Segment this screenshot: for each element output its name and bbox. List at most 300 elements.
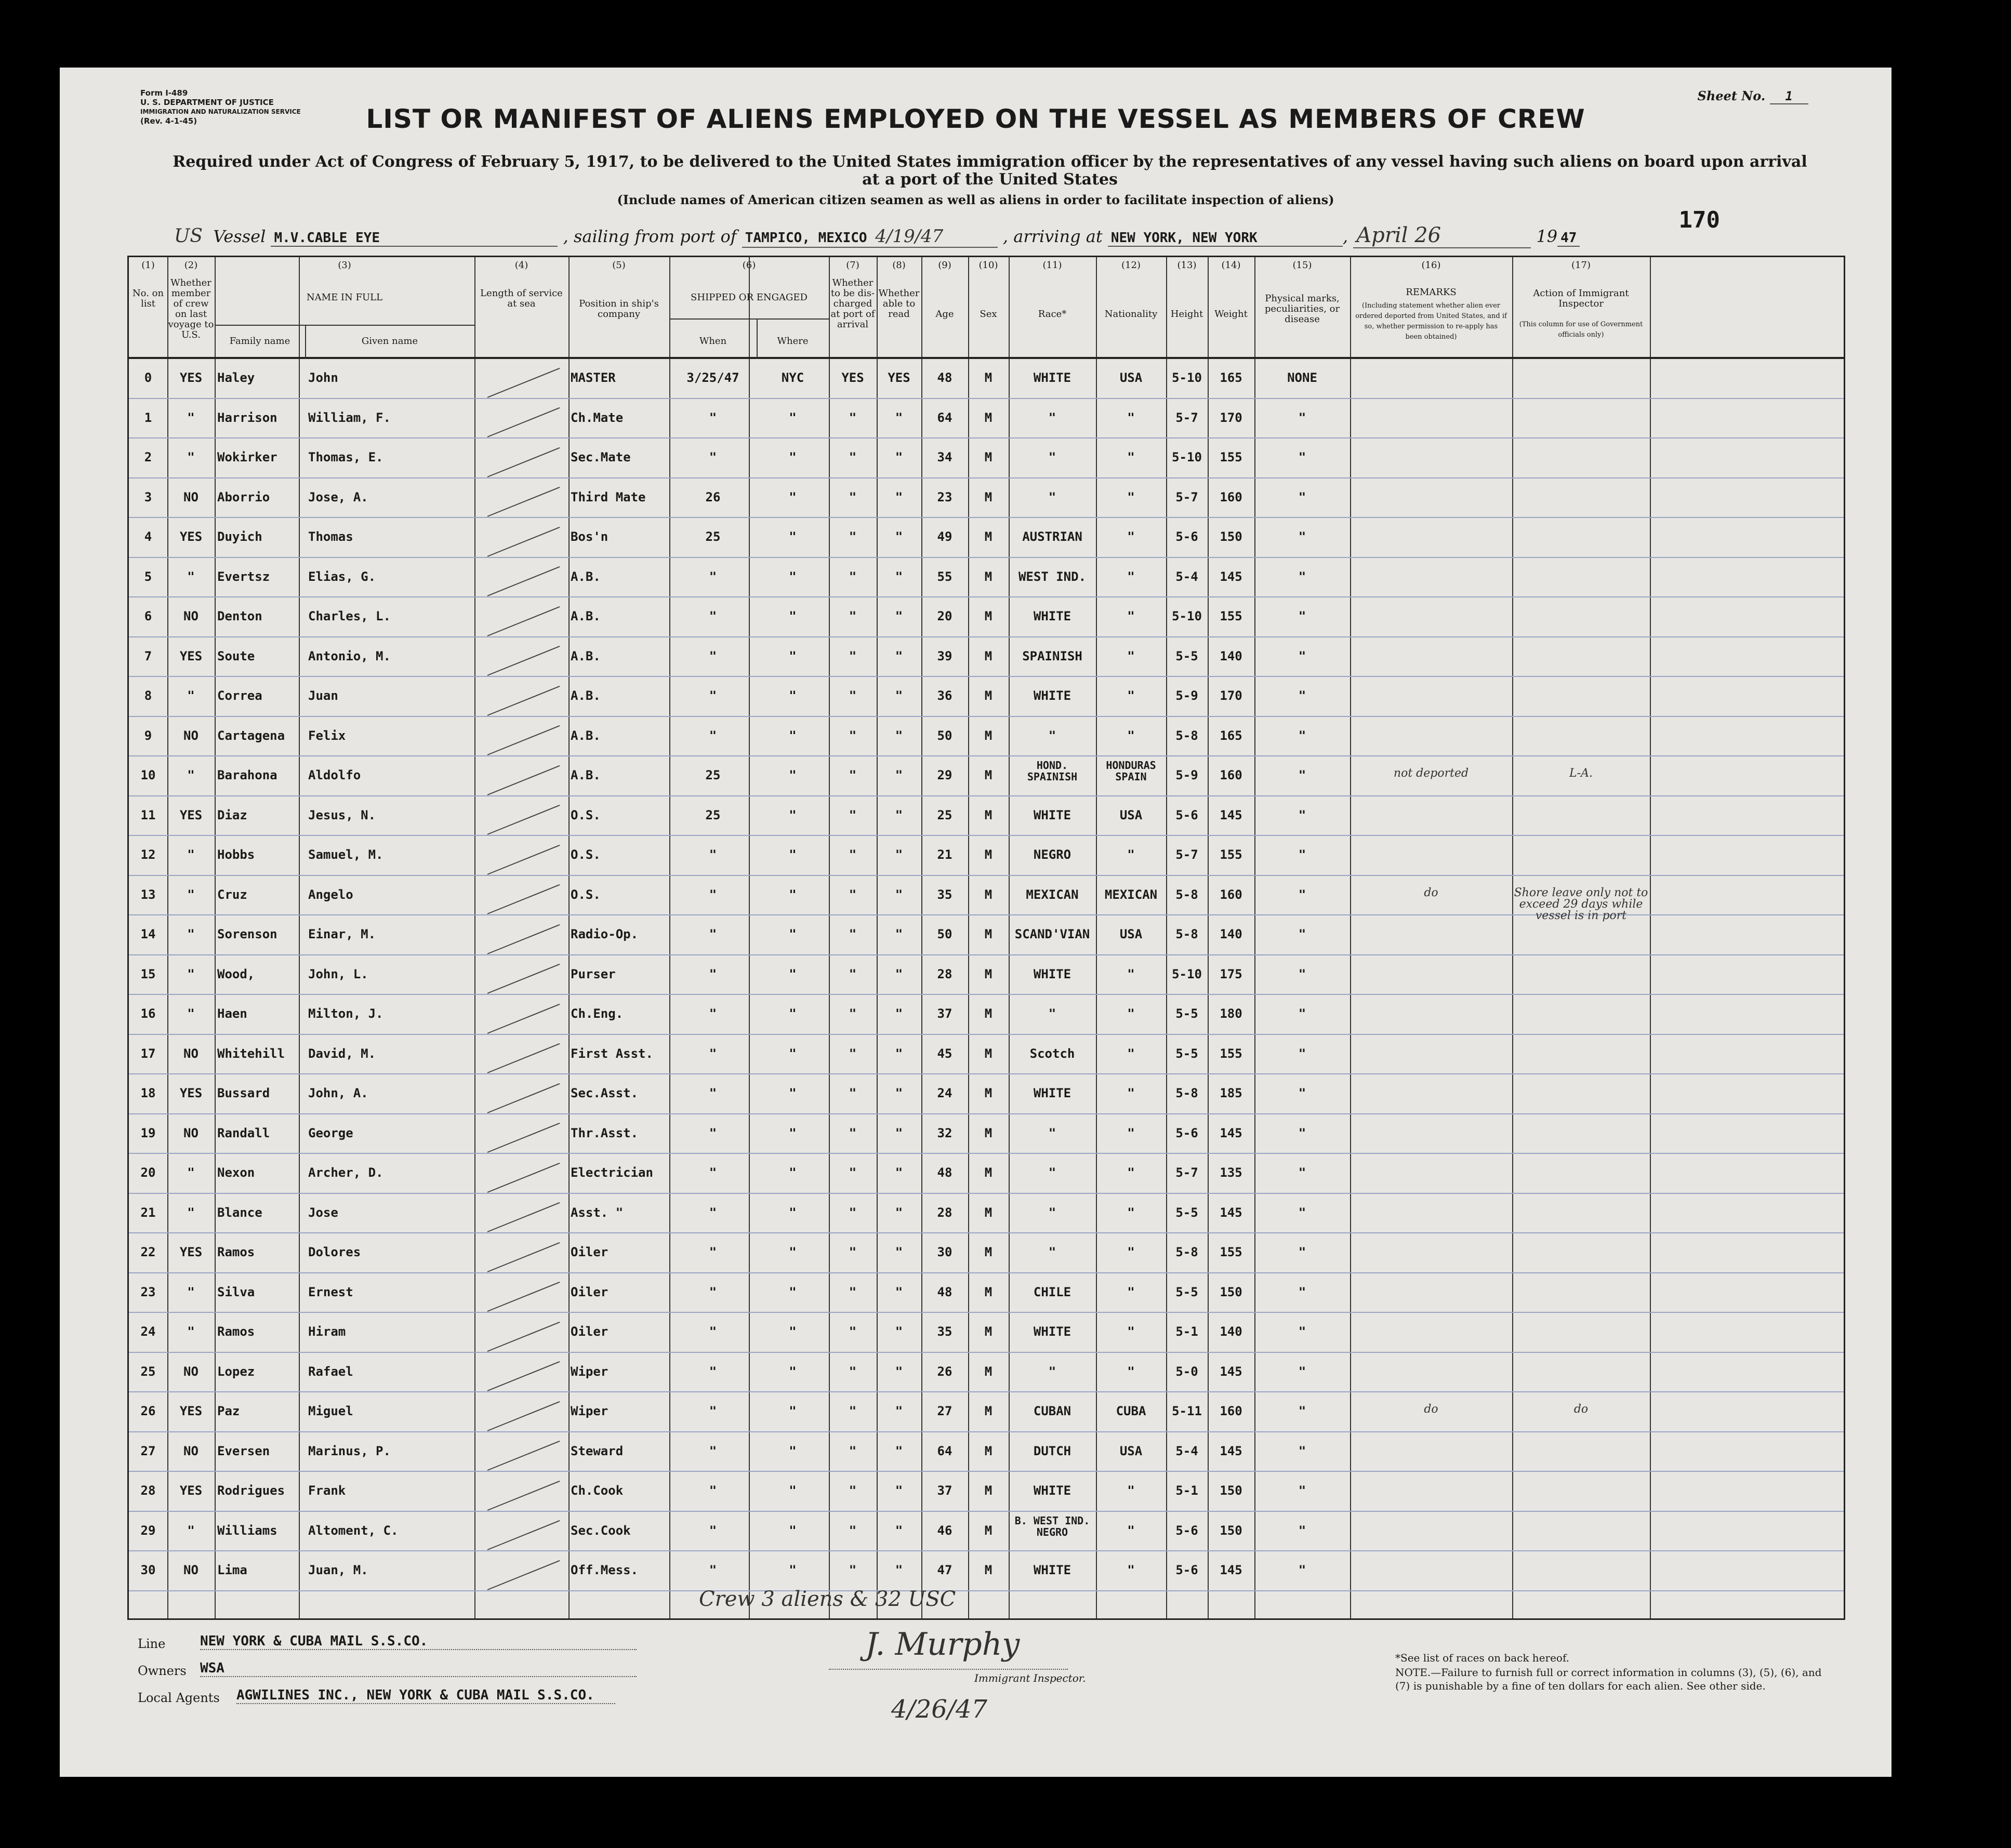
cell-discharged: " <box>849 966 857 981</box>
cell-weight: 160 <box>1220 1404 1242 1418</box>
cell-family: Rodrigues <box>217 1483 285 1498</box>
table-row <box>129 1434 1844 1474</box>
table-row <box>129 1156 1844 1196</box>
cell-height: 5-1 <box>1175 1483 1198 1498</box>
cell-family: Hobbs <box>217 847 255 862</box>
document-subnote: (Include names of American citizen seamen as well as aliens in order to facilitate inspection of aliens) <box>617 192 1334 207</box>
cell-no: 21 <box>140 1205 156 1220</box>
cell-read: " <box>895 1483 903 1498</box>
cell-given: Juan <box>308 688 338 703</box>
cell-marks: " <box>1298 807 1306 822</box>
cell-family: Soute <box>217 648 255 663</box>
cell-position: A.B. <box>571 728 601 743</box>
cell-marks: " <box>1298 1364 1306 1379</box>
cell-where: " <box>789 1324 797 1339</box>
cell-given: Frank <box>308 1483 346 1498</box>
inspector-label: Immigrant Inspector. <box>974 1672 1086 1684</box>
cell-when: " <box>709 1046 717 1061</box>
cell-weight: 140 <box>1220 1324 1242 1339</box>
cell-discharged: " <box>849 450 857 464</box>
cell-height: 5-5 <box>1175 1284 1198 1299</box>
cell-marks: NONE <box>1287 370 1317 385</box>
cell-discharged: " <box>849 489 857 504</box>
cell-position: Asst. " <box>571 1205 624 1220</box>
arrival-date: April 26 <box>1353 223 1531 248</box>
cell-weight: 145 <box>1220 807 1242 822</box>
cell-height: 5-7 <box>1175 489 1198 504</box>
column-number-c15_num: (15) <box>1292 260 1312 271</box>
cell-weight: 150 <box>1220 1523 1242 1538</box>
sheet-number <box>1698 88 1808 104</box>
cell-given: Thomas <box>308 529 353 544</box>
service-slash-mark <box>487 1202 560 1232</box>
service-slash-mark <box>487 805 560 835</box>
cell-prev: NO <box>183 1563 199 1577</box>
cell-when: " <box>709 609 717 623</box>
vessel-mark: US <box>174 225 203 247</box>
cell-prev: " <box>187 927 195 941</box>
cell-age: 47 <box>937 1563 952 1577</box>
cell-prev: NO <box>183 728 199 743</box>
cell-given: Einar, M. <box>308 927 376 941</box>
cell-sex: M <box>984 450 993 464</box>
cell-age: 24 <box>937 1086 952 1100</box>
column-header-c15: Physical marks, peculiarities, or disease <box>1264 293 1340 325</box>
cell-no: 24 <box>140 1324 156 1339</box>
cell-position: Radio-Op. <box>571 927 639 941</box>
cell-height: 5-6 <box>1175 1523 1198 1538</box>
cell-weight: 155 <box>1220 847 1242 862</box>
cell-marks: " <box>1298 966 1306 981</box>
cell-no: 26 <box>140 1404 156 1418</box>
cell-remarks: do <box>1424 1403 1438 1416</box>
cell-marks: " <box>1298 529 1306 544</box>
cell-age: 35 <box>937 887 952 902</box>
cell-age: 50 <box>937 927 952 941</box>
manifest-sheet <box>60 68 1891 1777</box>
cell-read: " <box>895 966 903 981</box>
column-number-c5_num: (5) <box>612 260 626 271</box>
column-number-c2_num: (2) <box>184 260 198 271</box>
cell-when: " <box>709 847 717 862</box>
cell-age: 50 <box>937 728 952 743</box>
cell-age: 36 <box>937 688 952 703</box>
cell-family: Harrison <box>217 410 277 425</box>
cell-sex: M <box>984 728 993 743</box>
cell-sex: M <box>984 768 993 782</box>
table-row <box>129 838 1844 878</box>
cell-prev: NO <box>183 489 199 504</box>
cell-sex: M <box>984 1165 993 1180</box>
column-subheader-c6a: When <box>699 336 727 347</box>
cell-marks: " <box>1298 1006 1306 1021</box>
cell-weight: 145 <box>1220 1364 1242 1379</box>
race-note: *See list of races on back hereof. <box>1395 1652 1570 1664</box>
service-slash-mark <box>487 765 560 795</box>
cell-marks: " <box>1298 410 1306 425</box>
column-header-c16: REMARKS <box>1406 287 1457 298</box>
table-row <box>129 520 1844 560</box>
cell-race: WHITE <box>1033 370 1071 385</box>
service-slash-mark <box>487 367 560 397</box>
column-header-c1: No. on list <box>132 288 164 309</box>
cell-no: 3 <box>144 489 152 504</box>
cell-weight: 145 <box>1220 1563 1242 1577</box>
cell-nationality: " <box>1127 450 1135 464</box>
cell-marks: " <box>1298 1443 1306 1458</box>
cell-family: Diaz <box>217 807 247 822</box>
cell-position: A.B. <box>571 648 601 663</box>
cell-height: 5-4 <box>1175 569 1198 584</box>
service-slash-mark <box>487 447 560 477</box>
cell-age: 39 <box>937 648 952 663</box>
subheader-rule <box>305 325 306 359</box>
cell-read: " <box>895 609 903 623</box>
cell-weight: 155 <box>1220 1046 1242 1061</box>
cell-age: 29 <box>937 768 952 782</box>
cell-given: Juan, M. <box>308 1563 368 1577</box>
cell-family: Silva <box>217 1284 255 1299</box>
cell-discharged: " <box>849 1006 857 1021</box>
cell-given: Hiram <box>308 1324 346 1339</box>
cell-position: First Asst. <box>571 1046 653 1061</box>
cell-height: 5-5 <box>1175 1006 1198 1021</box>
cell-weight: 150 <box>1220 1284 1242 1299</box>
table-row <box>129 679 1844 719</box>
cell-marks: " <box>1298 1046 1306 1061</box>
column-number-c14_num: (14) <box>1221 260 1241 271</box>
column-number-c17_num: (17) <box>1571 260 1591 271</box>
cell-given: David, M. <box>308 1046 376 1061</box>
table-row <box>129 441 1844 481</box>
cell-no: 5 <box>144 569 152 584</box>
column-header-c8: Whether able to read <box>878 288 920 320</box>
cell-no: 30 <box>140 1563 156 1577</box>
form-number: Form I-489 <box>140 88 188 98</box>
cell-no: 2 <box>144 450 152 464</box>
cell-sex: M <box>984 807 993 822</box>
service-slash-mark <box>487 1123 560 1153</box>
cell-prev: YES <box>179 370 203 385</box>
cell-prev: " <box>187 410 195 425</box>
cell-where: " <box>789 807 797 822</box>
cell-discharged: " <box>849 807 857 822</box>
table-row <box>129 958 1844 998</box>
cell-height: 5-6 <box>1175 1125 1198 1140</box>
cell-nationality: " <box>1127 410 1135 425</box>
column-header-c6: SHIPPED OR ENGAGED <box>691 292 808 303</box>
cell-nationality: " <box>1127 1523 1135 1538</box>
cell-weight: 160 <box>1220 489 1242 504</box>
cell-discharged: " <box>849 1086 857 1100</box>
cell-given: George <box>308 1125 353 1140</box>
cell-family: Williams <box>217 1523 277 1538</box>
cell-age: 45 <box>937 1046 952 1061</box>
cell-prev: YES <box>179 648 203 663</box>
cell-race: WEST IND. <box>1018 569 1087 584</box>
cell-position: Ch.Cook <box>571 1483 624 1498</box>
cell-age: 32 <box>937 1125 952 1140</box>
cell-age: 49 <box>937 529 952 544</box>
cell-read: " <box>895 1284 903 1299</box>
cell-sex: M <box>984 1364 993 1379</box>
cell-age: 48 <box>937 1165 952 1180</box>
cell-race: " <box>1048 489 1056 504</box>
table-row <box>129 1514 1844 1554</box>
line-label: Line <box>138 1637 166 1651</box>
cell-nationality: " <box>1127 1324 1135 1339</box>
column-subheader-c16_note: (Including statement whether alien ever ordered deported from United States, and if so, whether permission to re-apply has been obtained) <box>1355 302 1507 341</box>
cell-given: Rafael <box>308 1364 353 1379</box>
cell-prev: YES <box>179 1404 203 1418</box>
cell-discharged: " <box>849 1125 857 1140</box>
cell-given: Milton, J. <box>308 1006 383 1021</box>
cell-race: WHITE <box>1033 1563 1071 1577</box>
column-number-c7_num: (7) <box>846 260 859 271</box>
cell-sex: M <box>984 688 993 703</box>
cell-height: 5-7 <box>1175 1165 1198 1180</box>
cell-nationality: MEXICAN <box>1104 887 1158 902</box>
cell-marks: " <box>1298 1205 1306 1220</box>
cell-race: MEXICAN <box>1026 887 1079 902</box>
cell-nationality: " <box>1127 1483 1135 1498</box>
cell-marks: " <box>1298 1483 1306 1498</box>
cell-no: 25 <box>140 1364 156 1379</box>
cell-family: Duyich <box>217 529 262 544</box>
owners-value: WSA <box>200 1660 637 1677</box>
cell-no: 16 <box>140 1006 156 1021</box>
table-row <box>129 640 1844 680</box>
cell-position: Bos'n <box>571 529 608 544</box>
cell-family: Haen <box>217 1006 247 1021</box>
cell-when: " <box>709 927 717 941</box>
cell-nationality: USA <box>1119 807 1143 822</box>
cell-position: O.S. <box>571 887 601 902</box>
cell-when: " <box>709 728 717 743</box>
cell-discharged: " <box>849 1443 857 1458</box>
cell-discharged: " <box>849 1245 857 1259</box>
cell-age: 25 <box>937 807 952 822</box>
cell-family: Randall <box>217 1125 270 1140</box>
cell-discharged: " <box>849 728 857 743</box>
cell-height: 5-5 <box>1175 1046 1198 1061</box>
cell-marks: " <box>1298 887 1306 902</box>
department-name: U. S. DEPARTMENT OF JUSTICE <box>140 98 274 107</box>
cell-action: Shore leave only not to exceed 29 days while vessel is in port <box>1514 886 1648 922</box>
cell-sex: M <box>984 1404 993 1418</box>
cell-no: 20 <box>140 1165 156 1180</box>
cell-no: 27 <box>140 1443 156 1458</box>
cell-race: SCAND'VIAN <box>1014 927 1090 941</box>
header-rule <box>129 357 1844 359</box>
cell-discharged: YES <box>841 370 864 385</box>
service-slash-mark <box>487 1321 560 1351</box>
cell-prev: NO <box>183 1046 199 1061</box>
cell-family: Whitehill <box>217 1046 285 1061</box>
cell-age: 28 <box>937 966 952 981</box>
cell-where: " <box>789 529 797 544</box>
cell-discharged: " <box>849 529 857 544</box>
cell-marks: " <box>1298 1086 1306 1100</box>
table-row <box>129 560 1844 600</box>
sheet-number-value: 1 <box>1770 89 1808 104</box>
cell-age: 28 <box>937 1205 952 1220</box>
cell-prev: YES <box>179 1245 203 1259</box>
cell-prev: " <box>187 1165 195 1180</box>
cell-age: 64 <box>937 1443 952 1458</box>
cell-family: Blance <box>217 1205 262 1220</box>
cell-weight: 140 <box>1220 927 1242 941</box>
cell-nationality: " <box>1127 489 1135 504</box>
cell-read: " <box>895 450 903 464</box>
cell-nationality: " <box>1127 1125 1135 1140</box>
cell-race: SPAINISH <box>1022 648 1082 663</box>
cell-no: 29 <box>140 1523 156 1538</box>
service-slash-mark <box>487 1282 560 1312</box>
cell-marks: " <box>1298 927 1306 941</box>
cell-sex: M <box>984 529 993 544</box>
cell-no: 22 <box>140 1245 156 1259</box>
cell-where: " <box>789 489 797 504</box>
cell-weight: 145 <box>1220 569 1242 584</box>
cell-discharged: " <box>849 887 857 902</box>
cell-read: " <box>895 807 903 822</box>
cell-family: Wokirker <box>217 450 277 464</box>
document-subtitle: Required under Act of Congress of February 5, 1917, to be delivered to the United States immigration officer by the representatives of any vessel having such aliens on board upon arrival at a port of the United States <box>173 153 1807 189</box>
cell-nationality: " <box>1127 966 1135 981</box>
cell-weight: 155 <box>1220 1245 1242 1259</box>
cell-when: " <box>709 1443 717 1458</box>
cell-position: Ch.Eng. <box>571 1006 624 1021</box>
cell-read: " <box>895 1165 903 1180</box>
cell-height: 5-8 <box>1175 1086 1198 1100</box>
cell-when: " <box>709 1404 717 1418</box>
local-agents-value: AGWILINES INC., NEW YORK & CUBA MAIL S.S.CO. <box>236 1687 615 1704</box>
cell-prev: " <box>187 887 195 902</box>
cell-read: " <box>895 887 903 902</box>
cell-prev: " <box>187 1205 195 1220</box>
cell-race: CHILE <box>1033 1284 1071 1299</box>
service-slash-mark <box>487 606 560 636</box>
cell-weight: 160 <box>1220 887 1242 902</box>
vessel-label: Vessel <box>213 227 266 246</box>
table-row <box>129 799 1844 839</box>
cell-marks: " <box>1298 569 1306 584</box>
cell-height: 5-8 <box>1175 1245 1198 1259</box>
cell-when: 25 <box>705 529 721 544</box>
table-row <box>129 878 1844 922</box>
cell-where: " <box>789 569 797 584</box>
cell-marks: " <box>1298 1165 1306 1180</box>
cell-marks: " <box>1298 1125 1306 1140</box>
cell-no: 18 <box>140 1086 156 1100</box>
cell-family: Ramos <box>217 1324 255 1339</box>
cell-nationality: USA <box>1119 1443 1143 1458</box>
cell-when: " <box>709 887 717 902</box>
inspector-date: 4/26/47 <box>891 1695 988 1724</box>
cell-no: 6 <box>144 609 152 623</box>
cell-prev: " <box>187 450 195 464</box>
service-slash-mark <box>487 407 560 437</box>
cell-marks: " <box>1298 847 1306 862</box>
cell-when: " <box>709 1483 717 1498</box>
service-slash-mark <box>487 526 560 556</box>
cell-marks: " <box>1298 489 1306 504</box>
table-row <box>129 1553 1844 1593</box>
cell-height: 5-6 <box>1175 529 1198 544</box>
cell-no: 19 <box>140 1125 156 1140</box>
service-slash-mark <box>487 1480 560 1510</box>
cell-age: 23 <box>937 489 952 504</box>
cell-age: 35 <box>937 1324 952 1339</box>
cell-given: Jose <box>308 1205 338 1220</box>
cell-weight: 165 <box>1220 728 1242 743</box>
column-number-c10_num: (10) <box>978 260 998 271</box>
cell-age: 34 <box>937 450 952 464</box>
cell-position: A.B. <box>571 688 601 703</box>
cell-when: " <box>709 1086 717 1100</box>
cell-family: Haley <box>217 370 255 385</box>
cell-prev: YES <box>179 1483 203 1498</box>
owners-label: Owners <box>138 1664 187 1678</box>
cell-no: 14 <box>140 927 156 941</box>
cell-when: 25 <box>705 807 721 822</box>
cell-given: Archer, D. <box>308 1165 383 1180</box>
cell-prev: " <box>187 1284 195 1299</box>
cell-no: 28 <box>140 1483 156 1498</box>
cell-where: " <box>789 688 797 703</box>
cell-family: Evertsz <box>217 569 270 584</box>
cell-read: " <box>895 1125 903 1140</box>
cell-no: 12 <box>140 847 156 862</box>
cell-age: 64 <box>937 410 952 425</box>
cell-height: 5-6 <box>1175 807 1198 822</box>
vessel-name: M.V.CABLE EYE <box>271 230 558 247</box>
cell-race: " <box>1048 410 1056 425</box>
cell-nationality: " <box>1127 1364 1135 1379</box>
cell-family: Lopez <box>217 1364 255 1379</box>
cell-height: 5-4 <box>1175 1443 1198 1458</box>
cell-sex: M <box>984 609 993 623</box>
cell-discharged: " <box>849 1563 857 1577</box>
cell-read: " <box>895 1324 903 1339</box>
service-slash-mark <box>487 1162 560 1192</box>
table-row <box>129 361 1844 401</box>
cell-age: 26 <box>937 1364 952 1379</box>
cell-position: Wiper <box>571 1404 608 1418</box>
cell-when: 25 <box>705 768 721 782</box>
cell-weight: 170 <box>1220 410 1242 425</box>
cell-nationality: " <box>1127 648 1135 663</box>
crew-total-note: Crew 3 aliens & 32 USC <box>699 1587 956 1611</box>
cell-no: 1 <box>144 410 152 425</box>
cell-discharged: " <box>849 927 857 941</box>
cell-discharged: " <box>849 768 857 782</box>
column-header-c12: Nationality <box>1104 309 1158 320</box>
cell-position: A.B. <box>571 569 601 584</box>
cell-nationality: " <box>1127 728 1135 743</box>
cell-where: " <box>789 450 797 464</box>
cell-nationality: " <box>1127 1245 1135 1259</box>
cell-family: Bussard <box>217 1086 270 1100</box>
cell-sex: M <box>984 1483 993 1498</box>
cell-where: " <box>789 609 797 623</box>
cell-given: Altoment, C. <box>308 1523 399 1538</box>
cell-nationality: " <box>1127 529 1135 544</box>
cell-family: Denton <box>217 609 262 623</box>
column-header-c5: Position in ship's company <box>579 298 659 320</box>
cell-sex: M <box>984 370 993 385</box>
